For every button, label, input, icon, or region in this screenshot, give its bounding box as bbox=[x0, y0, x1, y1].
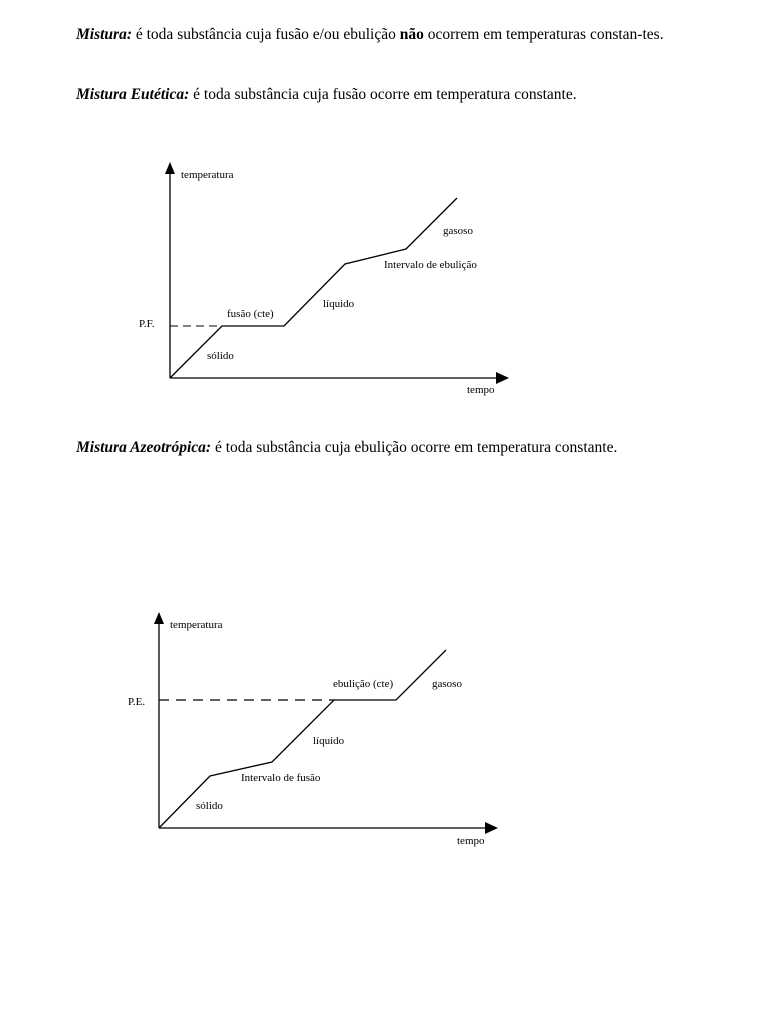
definition-mistura-eutetica-text: é toda substância cuja fusão ocorre em temperatura constante. bbox=[189, 86, 577, 103]
segment-label-ebulicao: Intervalo de ebulição bbox=[384, 259, 477, 271]
y-axis-label: temperatura bbox=[181, 169, 234, 181]
definition-mistura-azeotropica-text: é toda substância cuja ebulição ocorre em temperatura constante. bbox=[211, 439, 618, 456]
x-axis-label: tempo bbox=[467, 384, 495, 396]
definition-mistura-text-2: ocorrem em temperaturas constan-tes. bbox=[423, 26, 664, 43]
segment-label-liquido: líquido bbox=[313, 735, 345, 747]
melting-point-label: P.F. bbox=[139, 318, 155, 330]
y-axis-arrowhead bbox=[154, 612, 164, 624]
segment-label-gasoso: gasoso bbox=[432, 678, 462, 690]
segment-label-ebulicao: ebulição (cte) bbox=[333, 678, 394, 690]
definition-mistura-text-1: é toda substância cuja fusão e/ou ebulição bbox=[132, 26, 400, 43]
definition-mistura-emphasis: não bbox=[399, 26, 424, 43]
segment-label-fusao: Intervalo de fusão bbox=[241, 772, 321, 784]
segment-label-gasoso: gasoso bbox=[443, 225, 473, 237]
term-mistura-azeotropica: Mistura Azeotrópica: bbox=[76, 439, 212, 456]
x-axis-label: tempo bbox=[457, 835, 485, 847]
term-mistura-eutetica: Mistura Eutética: bbox=[76, 86, 190, 103]
segment-label-solido: sólido bbox=[207, 350, 234, 362]
y-axis-label: temperatura bbox=[170, 619, 223, 631]
segment-label-solido: sólido bbox=[196, 800, 223, 812]
boiling-point-label: P.E. bbox=[128, 696, 146, 708]
term-mistura: Mistura: bbox=[76, 26, 132, 43]
segment-label-fusao: fusão (cte) bbox=[227, 308, 274, 320]
x-axis-arrowhead bbox=[485, 822, 498, 834]
segment-label-liquido: líquido bbox=[323, 298, 355, 310]
